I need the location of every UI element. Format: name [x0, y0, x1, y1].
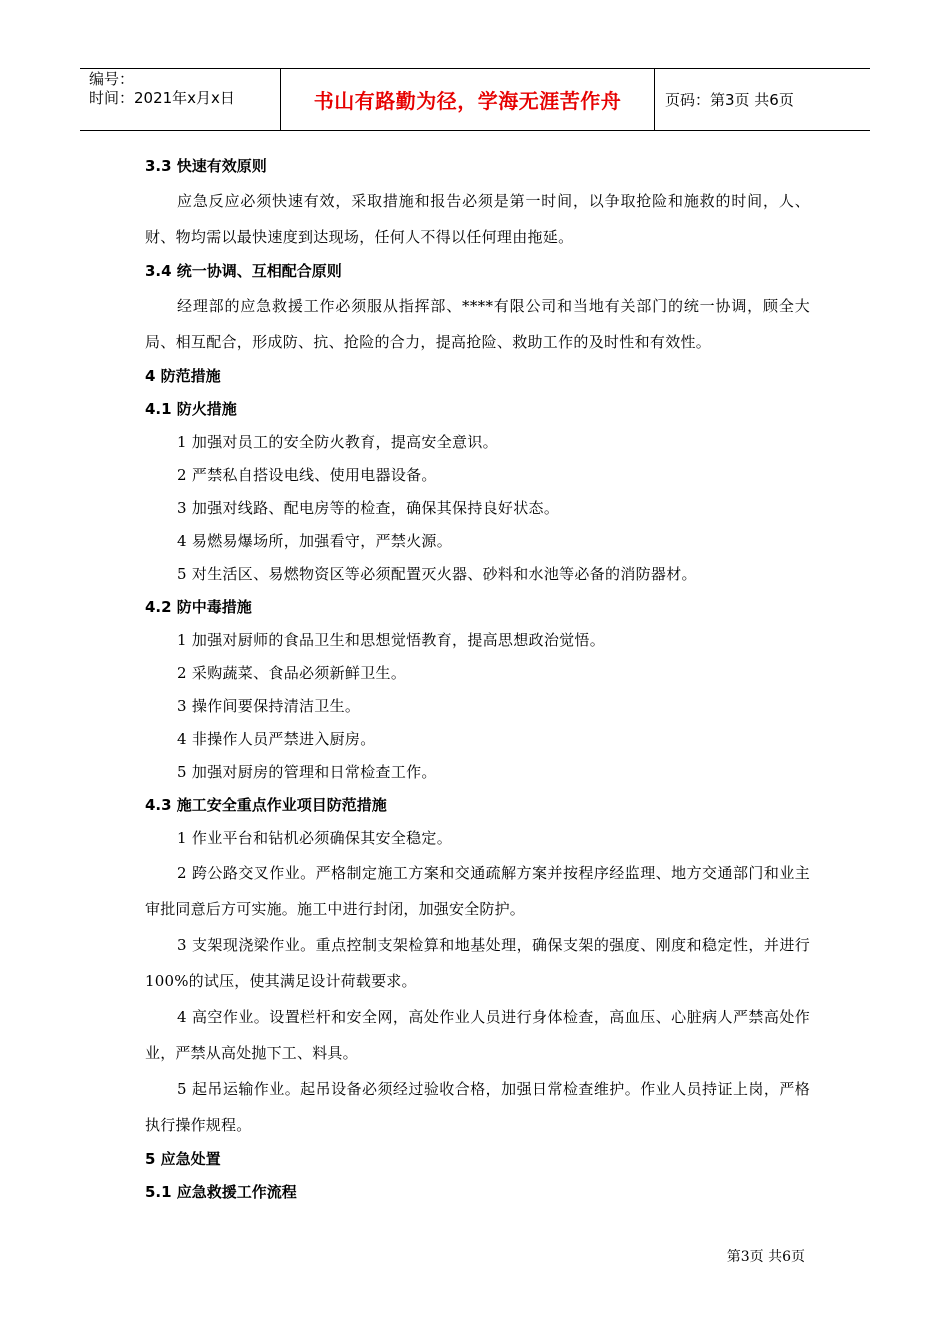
section-heading: 3.4 统一协调、互相配合原则 — [145, 262, 342, 280]
section-heading: 5 应急处置 — [145, 1150, 221, 1168]
section-heading: 4.3 施工安全重点作业项目防范措施 — [145, 796, 387, 814]
list-item: 4 高空作业。设置栏杆和安全网，高处作业人员进行身体检查，高血压、心脏病人严禁高处作业，严禁从高处抛下工、料具。 — [145, 1008, 810, 1062]
list-item: 3 加强对线路、配电房等的检查，确保其保持良好状态。 — [177, 499, 560, 517]
section-heading: 5.1 应急救援工作流程 — [145, 1183, 297, 1201]
list-item: 1 加强对员工的安全防火教育，提高安全意识。 — [177, 433, 498, 451]
section-heading: 3.3 快速有效原则 — [145, 157, 267, 175]
list-item: 3 支架现浇梁作业。重点控制支架检算和地基处理，确保支架的强度、刚度和稳定性，并进行100%的试压，使其满足设计荷载要求。 — [145, 936, 810, 990]
section-heading: 4.1 防火措施 — [145, 400, 237, 418]
list-item: 2 采购蔬菜、食品必须新鲜卫生。 — [177, 664, 407, 682]
page-footer: 第3页 共6页 — [726, 1249, 805, 1265]
list-item: 5 起吊运输作业。起吊设备必须经过验收合格，加强日常检查维护。作业人员持证上岗，严格执行操作规程。 — [145, 1080, 810, 1134]
number-label: 编号： — [89, 70, 135, 88]
list-item: 5 对生活区、易燃物资区等必须配置灭火器、砂料和水池等必备的消防器材。 — [177, 565, 697, 583]
date-label: 时间：2021年x月x日 — [89, 89, 235, 107]
header-meta — [80, 69, 281, 130]
list-item: 1 加强对厨师的食品卫生和思想觉悟教育，提高思想政治觉悟。 — [177, 631, 606, 649]
list-item: 4 非操作人员严禁进入厨房。 — [177, 730, 376, 748]
header-page-label: 页码：第3页 共6页 — [665, 91, 794, 109]
list-item: 2 严禁私自搭设电线、使用电器设备。 — [177, 466, 437, 484]
section-heading: 4 防范措施 — [145, 367, 221, 385]
list-item: 1 作业平台和钻机必须确保其安全稳定。 — [177, 829, 453, 847]
paragraph: 经理部的应急救援工作必须服从指挥部、****有限公司和当地有关部门的统一协调，顾全大局、相互配合，形成防、抗、抢险的合力，提高抢险、救助工作的及时性和有效性。 — [145, 297, 810, 351]
list-item: 5 加强对厨房的管理和日常检查工作。 — [177, 763, 437, 781]
list-item: 2 跨公路交叉作业。严格制定施工方案和交通疏解方案并按程序经监理、地方交通部门和业主审批同意后方可实施。施工中进行封闭，加强安全防护。 — [145, 864, 810, 918]
list-item: 3 操作间要保持清洁卫生。 — [177, 697, 361, 715]
header-motto: 书山有路勤为径，学海无涯苦作舟 — [281, 69, 655, 130]
paragraph: 应急反应必须快速有效，采取措施和报告必须是第一时间，以争取抢险和施救的时间，人、财、物均需以最快速度到达现场，任何人不得以任何理由拖延。 — [145, 192, 810, 246]
document-header — [80, 68, 870, 131]
section-heading: 4.2 防中毒措施 — [145, 598, 252, 616]
list-item: 4 易燃易爆场所，加强看守，严禁火源。 — [177, 532, 453, 550]
document-body — [145, 150, 810, 1209]
